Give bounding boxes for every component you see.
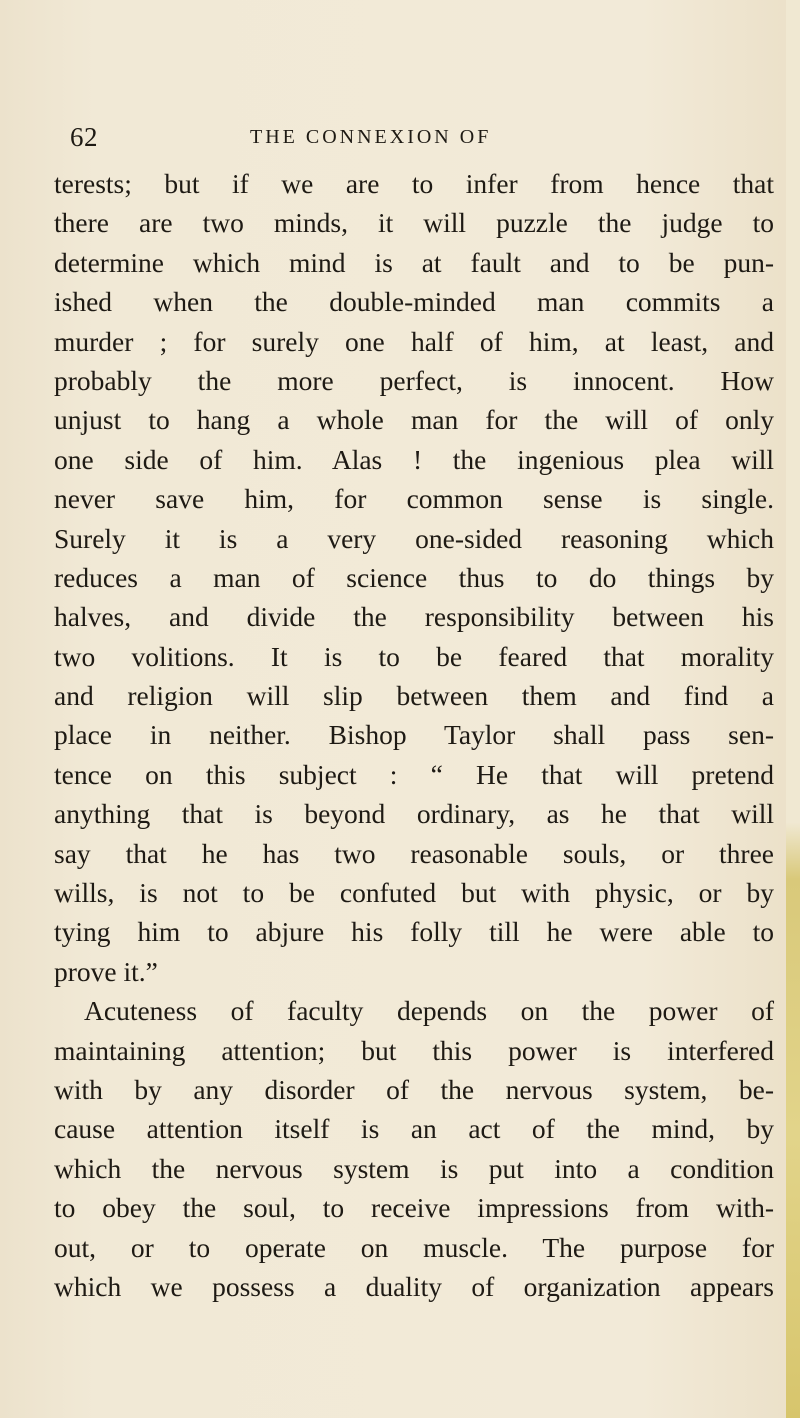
text-line: murder ; for surely one half of him, at least, and: [54, 325, 774, 357]
text-line: tence on this subject : “ He that will pretend: [54, 758, 774, 790]
text-line: Surely it is a very one-sided reasoning which: [54, 522, 774, 554]
text-line: ished when the double-minded man commits a: [54, 286, 774, 318]
text-line: out, or to operate on muscle. The purpose for: [54, 1231, 774, 1263]
text-line: there are two minds, it will puzzle the judge to: [54, 207, 774, 239]
text-line: halves, and divide the responsibility between his: [54, 601, 774, 633]
text-line: wills, is not to be confuted but with physic, or by: [54, 877, 774, 909]
text-line: probably the more perfect, is innocent. How: [54, 364, 774, 396]
text-line: say that he has two reasonable souls, or three: [54, 837, 774, 869]
body-text: [54, 164, 774, 1306]
text-line: prove it.”: [54, 955, 158, 987]
text-line: place in neither. Bishop Taylor shall pass sen-: [54, 719, 774, 751]
text-line: tying him to abjure his folly till he were able to: [54, 916, 774, 948]
page-number: 62: [70, 122, 98, 152]
running-head: THE CONNEXION OF: [250, 126, 492, 148]
text-line: which we possess a duality of organization appears: [54, 1270, 774, 1302]
page-header: [0, 122, 800, 158]
text-line: maintaining attention; but this power is interfered: [54, 1034, 774, 1066]
text-line: determine which mind is at fault and to be pun-: [54, 246, 774, 278]
text-line: which the nervous system is put into a condition: [54, 1152, 774, 1184]
text-line: two volitions. It is to be feared that morality: [54, 640, 774, 672]
text-line: with by any disorder of the nervous system, be-: [54, 1073, 774, 1105]
text-line: to obey the soul, to receive impressions from with-: [54, 1192, 774, 1224]
text-line: one side of him. Alas ! the ingenious plea will: [54, 443, 774, 475]
text-line: reduces a man of science thus to do things by: [54, 561, 774, 593]
text-line: Acuteness of faculty depends on the power of: [84, 995, 774, 1027]
text-line: unjust to hang a whole man for the will of only: [54, 404, 774, 436]
text-line: cause attention itself is an act of the mind, by: [54, 1113, 774, 1145]
text-line: and religion will slip between them and find a: [54, 680, 774, 712]
text-line: terests; but if we are to infer from hence that: [54, 168, 774, 199]
text-line: never save him, for common sense is single.: [54, 483, 774, 515]
page-edge: [786, 0, 800, 1418]
text-line: anything that is beyond ordinary, as he that will: [54, 798, 774, 830]
